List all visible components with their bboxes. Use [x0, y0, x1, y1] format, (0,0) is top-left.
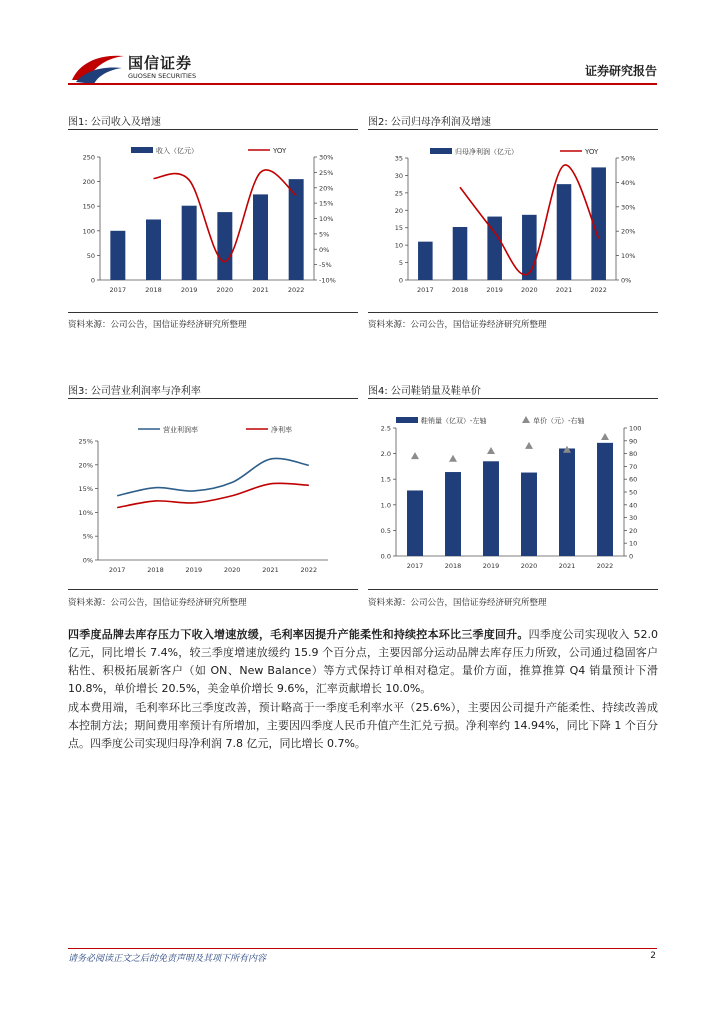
- chart4-legend-label: 单价（元）-右轴: [533, 417, 585, 425]
- chart4-right-tick-label: 80: [629, 450, 638, 459]
- chart3-x-tick-label: 2021: [262, 566, 279, 574]
- chart2-bar: [557, 184, 572, 280]
- figure-2-bottom-rule: [368, 312, 658, 313]
- chart2-left-tick-label: 25: [394, 189, 403, 198]
- chart4-right-tick-label: 100: [629, 424, 642, 433]
- guosen-logo-icon: [70, 50, 126, 86]
- figure-3-source: 资料来源：公司公告，国信证券经济研究所整理: [68, 598, 247, 608]
- chart3-x-tick-label: 2018: [147, 566, 164, 574]
- chart4-x-tick-label: 2021: [558, 562, 576, 570]
- chart3-left-tick-label: 0%: [82, 556, 93, 565]
- chart3-left-tick-label: 25%: [78, 437, 93, 446]
- chart2-x-tick-label: 2020: [521, 286, 538, 294]
- chart4-right-tick-label: 20: [629, 526, 638, 535]
- footer-disclaimer: 请务必阅读正文之后的免责声明及其项下所有内容: [68, 954, 267, 964]
- header-divider: [68, 83, 657, 85]
- chart1-bar: [182, 206, 197, 280]
- chart4-right-tick-label: 10: [629, 539, 638, 548]
- figure-1-chart: [68, 134, 358, 304]
- chart1-left-tick-label: 200: [82, 178, 95, 187]
- paragraph-1-lead: 四季度品牌去库存压力下收入增速放缓，毛利率因提升产能柔性和持续控本环比三季度回升。: [68, 628, 529, 641]
- chart4-x-tick-label: 2020: [520, 562, 538, 570]
- chart1-legend-label: YOY: [273, 147, 287, 155]
- chart3-series-line: [117, 458, 309, 495]
- chart1-right-tick-label: 30%: [319, 153, 334, 162]
- chart3-legend-label: 净利率: [271, 426, 292, 434]
- chart4-legend-swatch: [396, 417, 418, 423]
- chart4-x-tick-label: 2019: [482, 562, 500, 570]
- chart2-left-tick-label: 30: [394, 171, 403, 180]
- chart3-series-line: [117, 483, 309, 507]
- chart4-bar: [445, 472, 461, 556]
- chart4-bar: [407, 490, 423, 556]
- chart2-left-tick-label: 35: [394, 154, 403, 163]
- chart1-left-tick-label: 250: [82, 153, 95, 162]
- brand-name-en: GUOSEN SECURITIES: [128, 72, 197, 80]
- figure-4-chart: [368, 404, 658, 582]
- chart2-bar: [522, 215, 537, 280]
- chart1-x-tick-label: 2019: [180, 286, 198, 294]
- chart4-bar: [597, 443, 613, 556]
- chart2-right-tick-label: 30%: [621, 203, 636, 212]
- chart1-right-tick-label: -10%: [319, 276, 336, 285]
- figure-1-rule: [68, 129, 358, 130]
- figure-3-rule: [68, 398, 358, 399]
- chart1-bar: [217, 212, 232, 280]
- chart1-right-tick-label: 5%: [319, 230, 330, 239]
- chart3-x-tick-label: 2017: [108, 566, 126, 574]
- chart1-right-tick-label: 20%: [319, 184, 334, 193]
- chart4-marker: [449, 455, 457, 462]
- chart4-x-tick-label: 2018: [444, 562, 462, 570]
- chart3-x-tick-label: 2020: [223, 566, 241, 574]
- chart4-left-tick-label: 0.0: [380, 552, 391, 561]
- chart2-left-tick-label: 20: [394, 206, 403, 215]
- chart4-right-tick-label: 90: [629, 437, 638, 446]
- chart2-bar: [453, 227, 468, 280]
- chart1-right-tick-label: -5%: [319, 261, 332, 270]
- chart1-right-tick-label: 15%: [319, 199, 334, 208]
- chart4-marker: [411, 452, 419, 459]
- chart3-left-tick-label: 20%: [78, 461, 93, 470]
- paragraph-1: [68, 626, 658, 698]
- figure-3-chart: [68, 404, 358, 582]
- chart2-x-tick-label: 2021: [555, 286, 573, 294]
- paragraph-2: [68, 699, 658, 753]
- chart1-left-tick-label: 50: [86, 251, 95, 260]
- chart1-x-tick-label: 2022: [287, 286, 305, 294]
- chart1-legend-label: 收入（亿元）: [156, 147, 198, 155]
- report-type: 证券研究报告: [584, 64, 657, 78]
- chart4-left-tick-label: 1.5: [380, 475, 391, 484]
- chart2-x-tick-label: 2019: [486, 286, 503, 294]
- figure-3-bottom-rule: [68, 589, 358, 590]
- chart2-left-tick-label: 10: [394, 241, 403, 250]
- chart3-left-tick-label: 5%: [82, 532, 93, 541]
- chart2-right-tick-label: 40%: [621, 178, 636, 187]
- chart4-marker: [487, 447, 495, 454]
- figure-3-title: 图3: 公司营业利润率与净利率: [68, 386, 201, 397]
- chart4-right-tick-label: 0: [629, 552, 634, 561]
- chart4-right-tick-label: 30: [629, 514, 638, 523]
- chart1-right-tick-label: 25%: [319, 168, 334, 177]
- chart4-left-tick-label: 2.0: [380, 450, 391, 459]
- paragraph-2-text: 成本费用端，毛利率环比三季度改善，预计略高于一季度毛利率水平（25.6%），主要因公司提升产能柔性、持续改善成本控制方法；期间费用率预计有所增加，主要因四季度人民币升值产生汇兑亏损。净利率约 14.94%，同比下降 1 个百分点。四季度公司实现归母净利润 7.8 亿元，同比增长 0.7%。: [68, 701, 658, 750]
- chart1-left-tick-label: 100: [82, 227, 95, 236]
- chart1-bar: [110, 231, 125, 280]
- brand-name-cn: 国信证券: [128, 54, 193, 72]
- chart1-x-tick-label: 2021: [252, 286, 269, 294]
- figure-4-title: 图4: 公司鞋销量及鞋单价: [368, 386, 481, 397]
- figure-1-title: 图1: 公司收入及增速: [68, 117, 161, 128]
- chart2-left-tick-label: 0: [398, 276, 403, 285]
- chart4-bar: [521, 473, 537, 556]
- chart1-right-tick-label: 0%: [319, 245, 330, 254]
- chart4-marker: [525, 442, 533, 449]
- chart1-x-tick-label: 2020: [216, 286, 234, 294]
- figure-1-bottom-rule: [68, 312, 358, 313]
- figure-4-source: 资料来源：公司公告，国信证券经济研究所整理: [368, 598, 547, 608]
- figure-4-rule: [368, 398, 658, 399]
- figure-2-rule: [368, 129, 658, 130]
- chart4-marker: [601, 433, 609, 440]
- chart1-bar: [253, 194, 268, 280]
- chart1-x-tick-label: 2017: [109, 286, 127, 294]
- chart4-legend-swatch: [522, 416, 530, 423]
- chart2-legend-swatch: [430, 148, 452, 154]
- chart4-x-tick-label: 2022: [596, 562, 614, 570]
- chart4-bar: [559, 448, 575, 556]
- chart2-x-tick-label: 2018: [451, 286, 469, 294]
- figure-2-chart: [368, 134, 658, 304]
- chart1-right-tick-label: 10%: [319, 215, 334, 223]
- chart2-x-tick-label: 2017: [417, 286, 434, 294]
- chart1-left-tick-label: 150: [82, 202, 95, 211]
- chart1-x-tick-label: 2018: [145, 286, 162, 294]
- chart4-left-tick-label: 1.0: [380, 501, 391, 510]
- chart4-right-tick-label: 70: [629, 462, 638, 471]
- footer-divider: [68, 948, 657, 949]
- chart1-left-tick-label: 0: [90, 276, 95, 285]
- chart2-left-tick-label: 15: [394, 224, 403, 233]
- chart2-x-tick-label: 2022: [590, 286, 607, 294]
- chart2-legend-label: YOY: [585, 148, 599, 156]
- chart4-bar: [483, 461, 499, 556]
- chart3-legend-label: 营业利润率: [163, 426, 198, 434]
- chart2-right-tick-label: 10%: [621, 252, 636, 261]
- chart2-left-tick-label: 5: [398, 259, 403, 268]
- chart3-x-tick-label: 2022: [300, 566, 318, 574]
- chart2-legend-label: 归母净利润（亿元）: [455, 148, 518, 156]
- chart2-right-tick-label: 20%: [621, 227, 636, 236]
- chart1-bar: [146, 219, 161, 280]
- chart4-right-tick-label: 40: [629, 501, 638, 510]
- chart3-left-tick-label: 10%: [78, 508, 93, 517]
- chart3-x-tick-label: 2019: [185, 566, 203, 574]
- paragraph-1-text: 四季度公司实现收入 52.0 亿元，同比增长 7.4%，较三季度增速放缓约 15.9 个百分点，主要因部分运动品牌去库存压力所致，公司通过稳固客户粘性、积极拓展新客户（如 ON、New Balance）等方式保持订单相对稳定。量价方面，推算推算 Q4 销量预计下滑 10.8%，单价增长 20.5%，美金单价增长 9.6%，汇率贡献增长 10.0%。: [68, 628, 658, 695]
- chart4-left-tick-label: 0.5: [380, 526, 391, 535]
- chart1-bar: [289, 179, 304, 280]
- chart4-x-tick-label: 2017: [406, 562, 424, 570]
- chart2-bar: [418, 242, 433, 280]
- chart4-right-tick-label: 50: [629, 488, 638, 497]
- figure-1-source: 资料来源：公司公告，国信证券经济研究所整理: [68, 320, 247, 330]
- chart4-legend-label: 鞋销量（亿双）-左轴: [421, 417, 487, 425]
- chart4-right-tick-label: 60: [629, 475, 638, 484]
- chart2-right-tick-label: 0%: [621, 276, 632, 285]
- chart2-right-tick-label: 50%: [621, 154, 636, 163]
- chart3-left-tick-label: 15%: [78, 485, 93, 494]
- figure-2-source: 资料来源：公司公告，国信证券经济研究所整理: [368, 320, 547, 330]
- chart1-legend-swatch: [131, 147, 153, 153]
- page-number: 2: [650, 951, 656, 961]
- figure-4-bottom-rule: [368, 589, 658, 590]
- chart4-left-tick-label: 2.5: [380, 424, 391, 433]
- figure-2-title: 图2: 公司归母净利润及增速: [368, 117, 491, 128]
